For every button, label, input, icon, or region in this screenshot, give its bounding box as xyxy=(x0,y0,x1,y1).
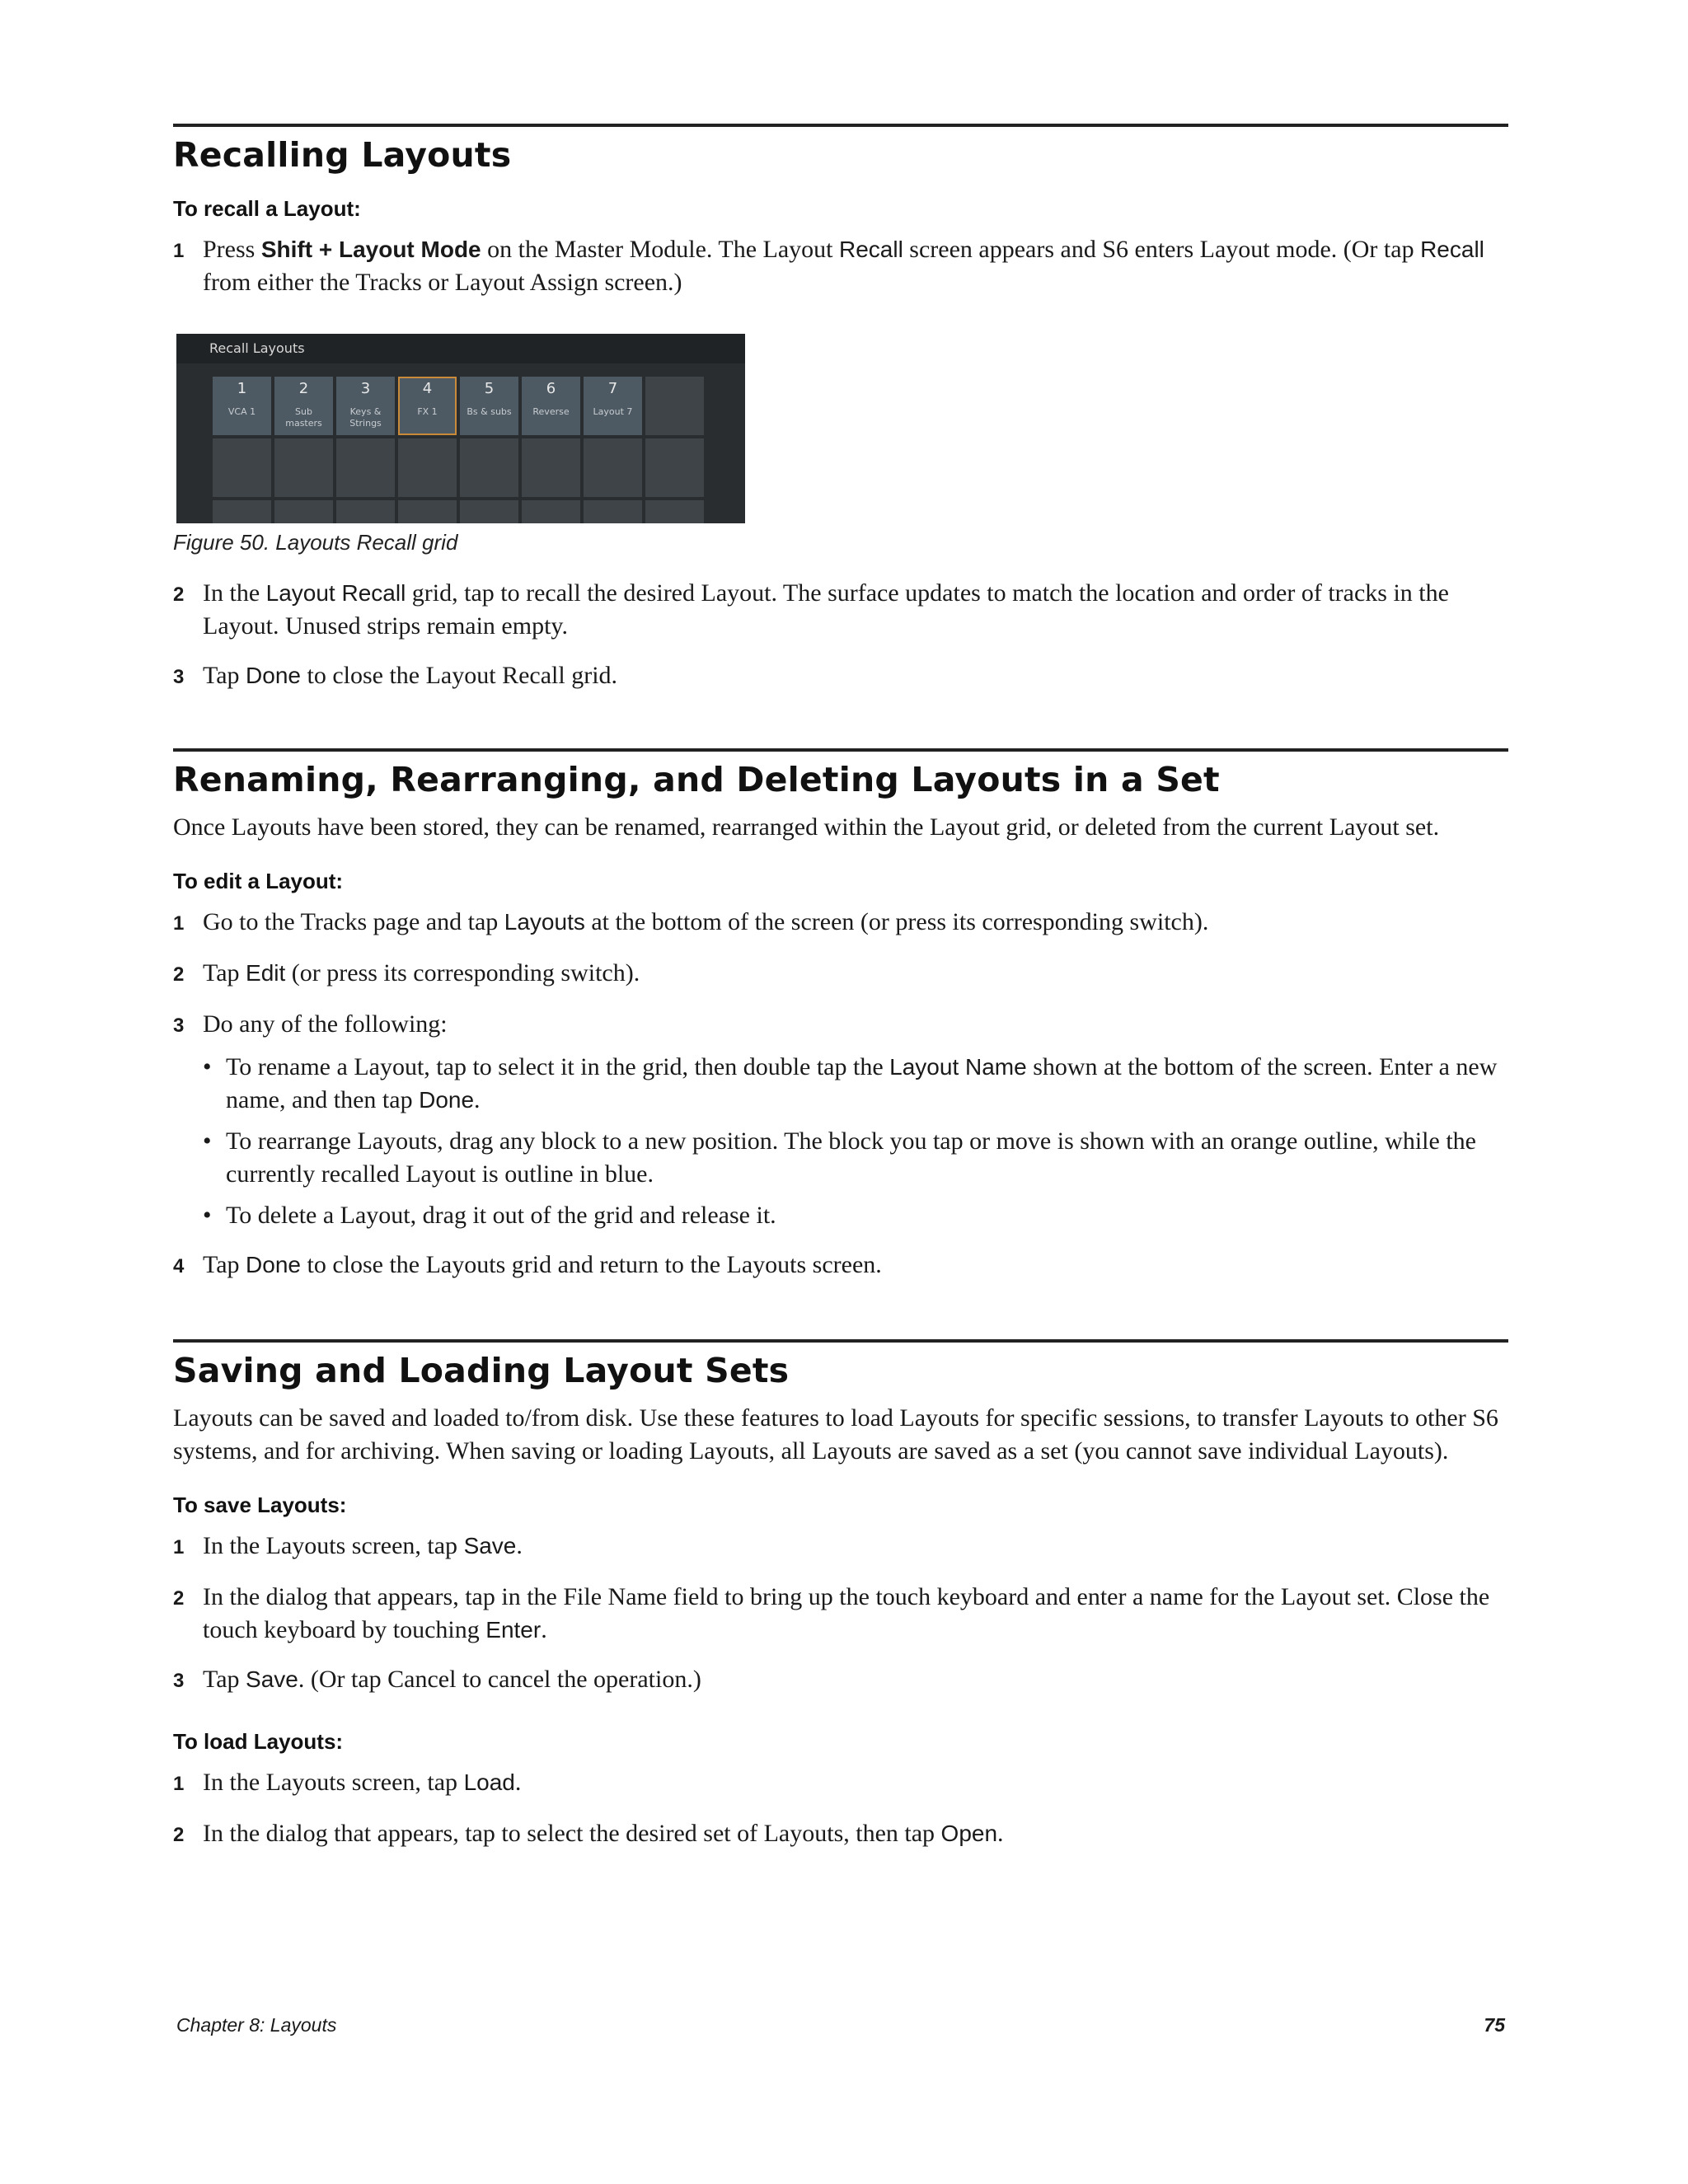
layout-grid xyxy=(213,377,704,523)
layout-cell-empty[interactable] xyxy=(522,438,580,497)
layout-cell-empty[interactable] xyxy=(274,438,333,497)
layout-cell-empty[interactable] xyxy=(460,500,518,523)
step-text: In the Layouts screen, tap Save. xyxy=(203,1532,523,1559)
footer-page-number: 75 xyxy=(1484,2014,1505,2036)
layout-cell-empty[interactable] xyxy=(645,500,704,523)
list-item: • To delete a Layout, drag it out of the grid and release it. xyxy=(203,1202,776,1229)
layout-cell[interactable]: 2 Sub masters xyxy=(274,377,333,435)
layout-cell[interactable]: 6 Reverse xyxy=(522,377,580,435)
step-number: 2 xyxy=(173,1587,185,1610)
list-item: • To rename a Layout, tap to select it in the grid, then double tap the Layout Name shown at the bottom of the screen. Enter a new name, and then tap Done. xyxy=(203,1053,1498,1113)
layout-cell-empty[interactable] xyxy=(213,500,271,523)
section-rule xyxy=(173,1339,1508,1343)
layout-cell-empty[interactable] xyxy=(645,438,704,497)
step-2 xyxy=(173,957,1508,991)
step-number: 1 xyxy=(173,1536,185,1558)
step-text: Tap Done to close the Layout Recall grid. xyxy=(203,662,618,689)
step-text: In the Layouts screen, tap Load. xyxy=(203,1769,522,1796)
footer-chapter: Chapter 8: Layouts xyxy=(176,2014,337,2036)
layout-cell-empty[interactable] xyxy=(460,438,518,497)
recall-layouts-screenshot xyxy=(176,334,745,523)
list-item: • To rearrange Layouts, drag any block to a new position. The block you tap or move is shown with an orange outline, while the currently recalled Layout is outline in blue. xyxy=(203,1127,1476,1188)
step-3 xyxy=(173,1008,1508,1043)
step-number: 4 xyxy=(173,1255,185,1277)
section-rule xyxy=(173,748,1508,752)
layout-cell-empty[interactable] xyxy=(213,438,271,497)
step-number: 3 xyxy=(173,666,185,688)
procedure-heading: To recall a Layout: xyxy=(173,196,361,221)
screenshot-title: Recall Layouts xyxy=(209,340,305,356)
layout-cell-empty[interactable] xyxy=(398,438,457,497)
step-text: Tap Done to close the Layouts grid and return to the Layouts screen. xyxy=(203,1251,882,1278)
step-2 xyxy=(173,577,1508,643)
layout-cell[interactable]: 5 Bs & subs xyxy=(460,377,518,435)
section-title-recalling-layouts: Recalling Layouts xyxy=(173,135,512,175)
step-text: Tap Edit (or press its corresponding switch). xyxy=(203,959,640,987)
step-number: 1 xyxy=(173,912,185,935)
step-number: 3 xyxy=(173,1670,185,1692)
section-title-renaming: Renaming, Rearranging, and Deleting Layouts in a Set xyxy=(173,760,1220,799)
step-text: Tap Save. (Or tap Cancel to cancel the operation.) xyxy=(203,1666,701,1693)
step-number: 1 xyxy=(173,1773,185,1795)
page-footer xyxy=(176,2014,1505,2036)
step-number: 2 xyxy=(173,1824,185,1846)
step-text: In the dialog that appears, tap in the File Name field to bring up the touch keyboard and enter a name for the Layout set. Close the touch keyboard by touching Enter. xyxy=(203,1583,1490,1643)
layout-cell[interactable]: 3 Keys & Strings xyxy=(336,377,395,435)
step-number: 2 xyxy=(173,583,185,606)
load-step-1 xyxy=(173,1766,1508,1801)
step-text: Go to the Tracks page and tap Layouts at the bottom of the screen (or press its corresponding switch). xyxy=(203,908,1209,935)
layout-cell-empty[interactable] xyxy=(584,500,642,523)
step-number: 1 xyxy=(173,240,185,262)
procedure-heading: To save Layouts: xyxy=(173,1493,347,1517)
layout-cell-empty[interactable] xyxy=(398,500,457,523)
step-1 xyxy=(173,1530,1508,1564)
layout-cell[interactable]: 7 Layout 7 xyxy=(584,377,642,435)
step-4 xyxy=(173,1249,1508,1283)
options-list xyxy=(173,1051,1508,1232)
section-intro: Layouts can be saved and loaded to/from disk. Use these features to load Layouts for specific sessions, to transfer Layouts to other S6 systems, and for archiving. When saving or loading Layouts, all Layouts are saved as a set (you cannot save individual Layouts). xyxy=(173,1404,1498,1465)
layout-cell-empty[interactable] xyxy=(645,377,704,435)
step-text: Do any of the following: xyxy=(203,1010,448,1038)
section-rule xyxy=(173,124,1508,127)
step-3 xyxy=(173,659,1508,694)
figure-caption: Figure 50. Layouts Recall grid xyxy=(173,530,458,555)
step-number: 2 xyxy=(173,963,185,986)
step-2 xyxy=(173,1581,1508,1647)
step-text: In the Layout Recall grid, tap to recall the desired Layout. The surface updates to match the location and order of tracks in the Layout. Unused strips remain empty. xyxy=(203,579,1449,640)
page-content xyxy=(173,124,1508,1852)
layout-cell-empty[interactable] xyxy=(522,500,580,523)
procedure-heading: To load Layouts: xyxy=(173,1729,344,1754)
step-number: 3 xyxy=(173,1015,185,1037)
layout-cell[interactable]: 1 VCA 1 xyxy=(213,377,271,435)
step-text: Press Shift + Layout Mode on the Master Module. The Layout Recall screen appears and S6 enters Layout mode. (Or tap Recall from either the Tracks or Layout Assign screen.) xyxy=(203,236,1484,296)
load-step-2 xyxy=(173,1817,1508,1852)
section-title-saving-loading: Saving and Loading Layout Sets xyxy=(173,1351,790,1390)
step-1 xyxy=(173,233,1508,299)
step-text: In the dialog that appears, tap to select the desired set of Layouts, then tap Open. xyxy=(203,1820,1004,1847)
procedure-heading: To edit a Layout: xyxy=(173,869,344,893)
layout-cell-empty[interactable] xyxy=(336,500,395,523)
layout-cell-selected[interactable]: 4 FX 1 xyxy=(398,377,457,435)
layout-cell-empty[interactable] xyxy=(274,500,333,523)
layout-cell-empty[interactable] xyxy=(584,438,642,497)
step-3 xyxy=(173,1663,1508,1698)
step-1 xyxy=(173,906,1508,940)
section-intro: Once Layouts have been stored, they can be renamed, rearranged within the Layout grid, or deleted from the current Layout set. xyxy=(173,813,1440,841)
layout-cell-empty[interactable] xyxy=(336,438,395,497)
